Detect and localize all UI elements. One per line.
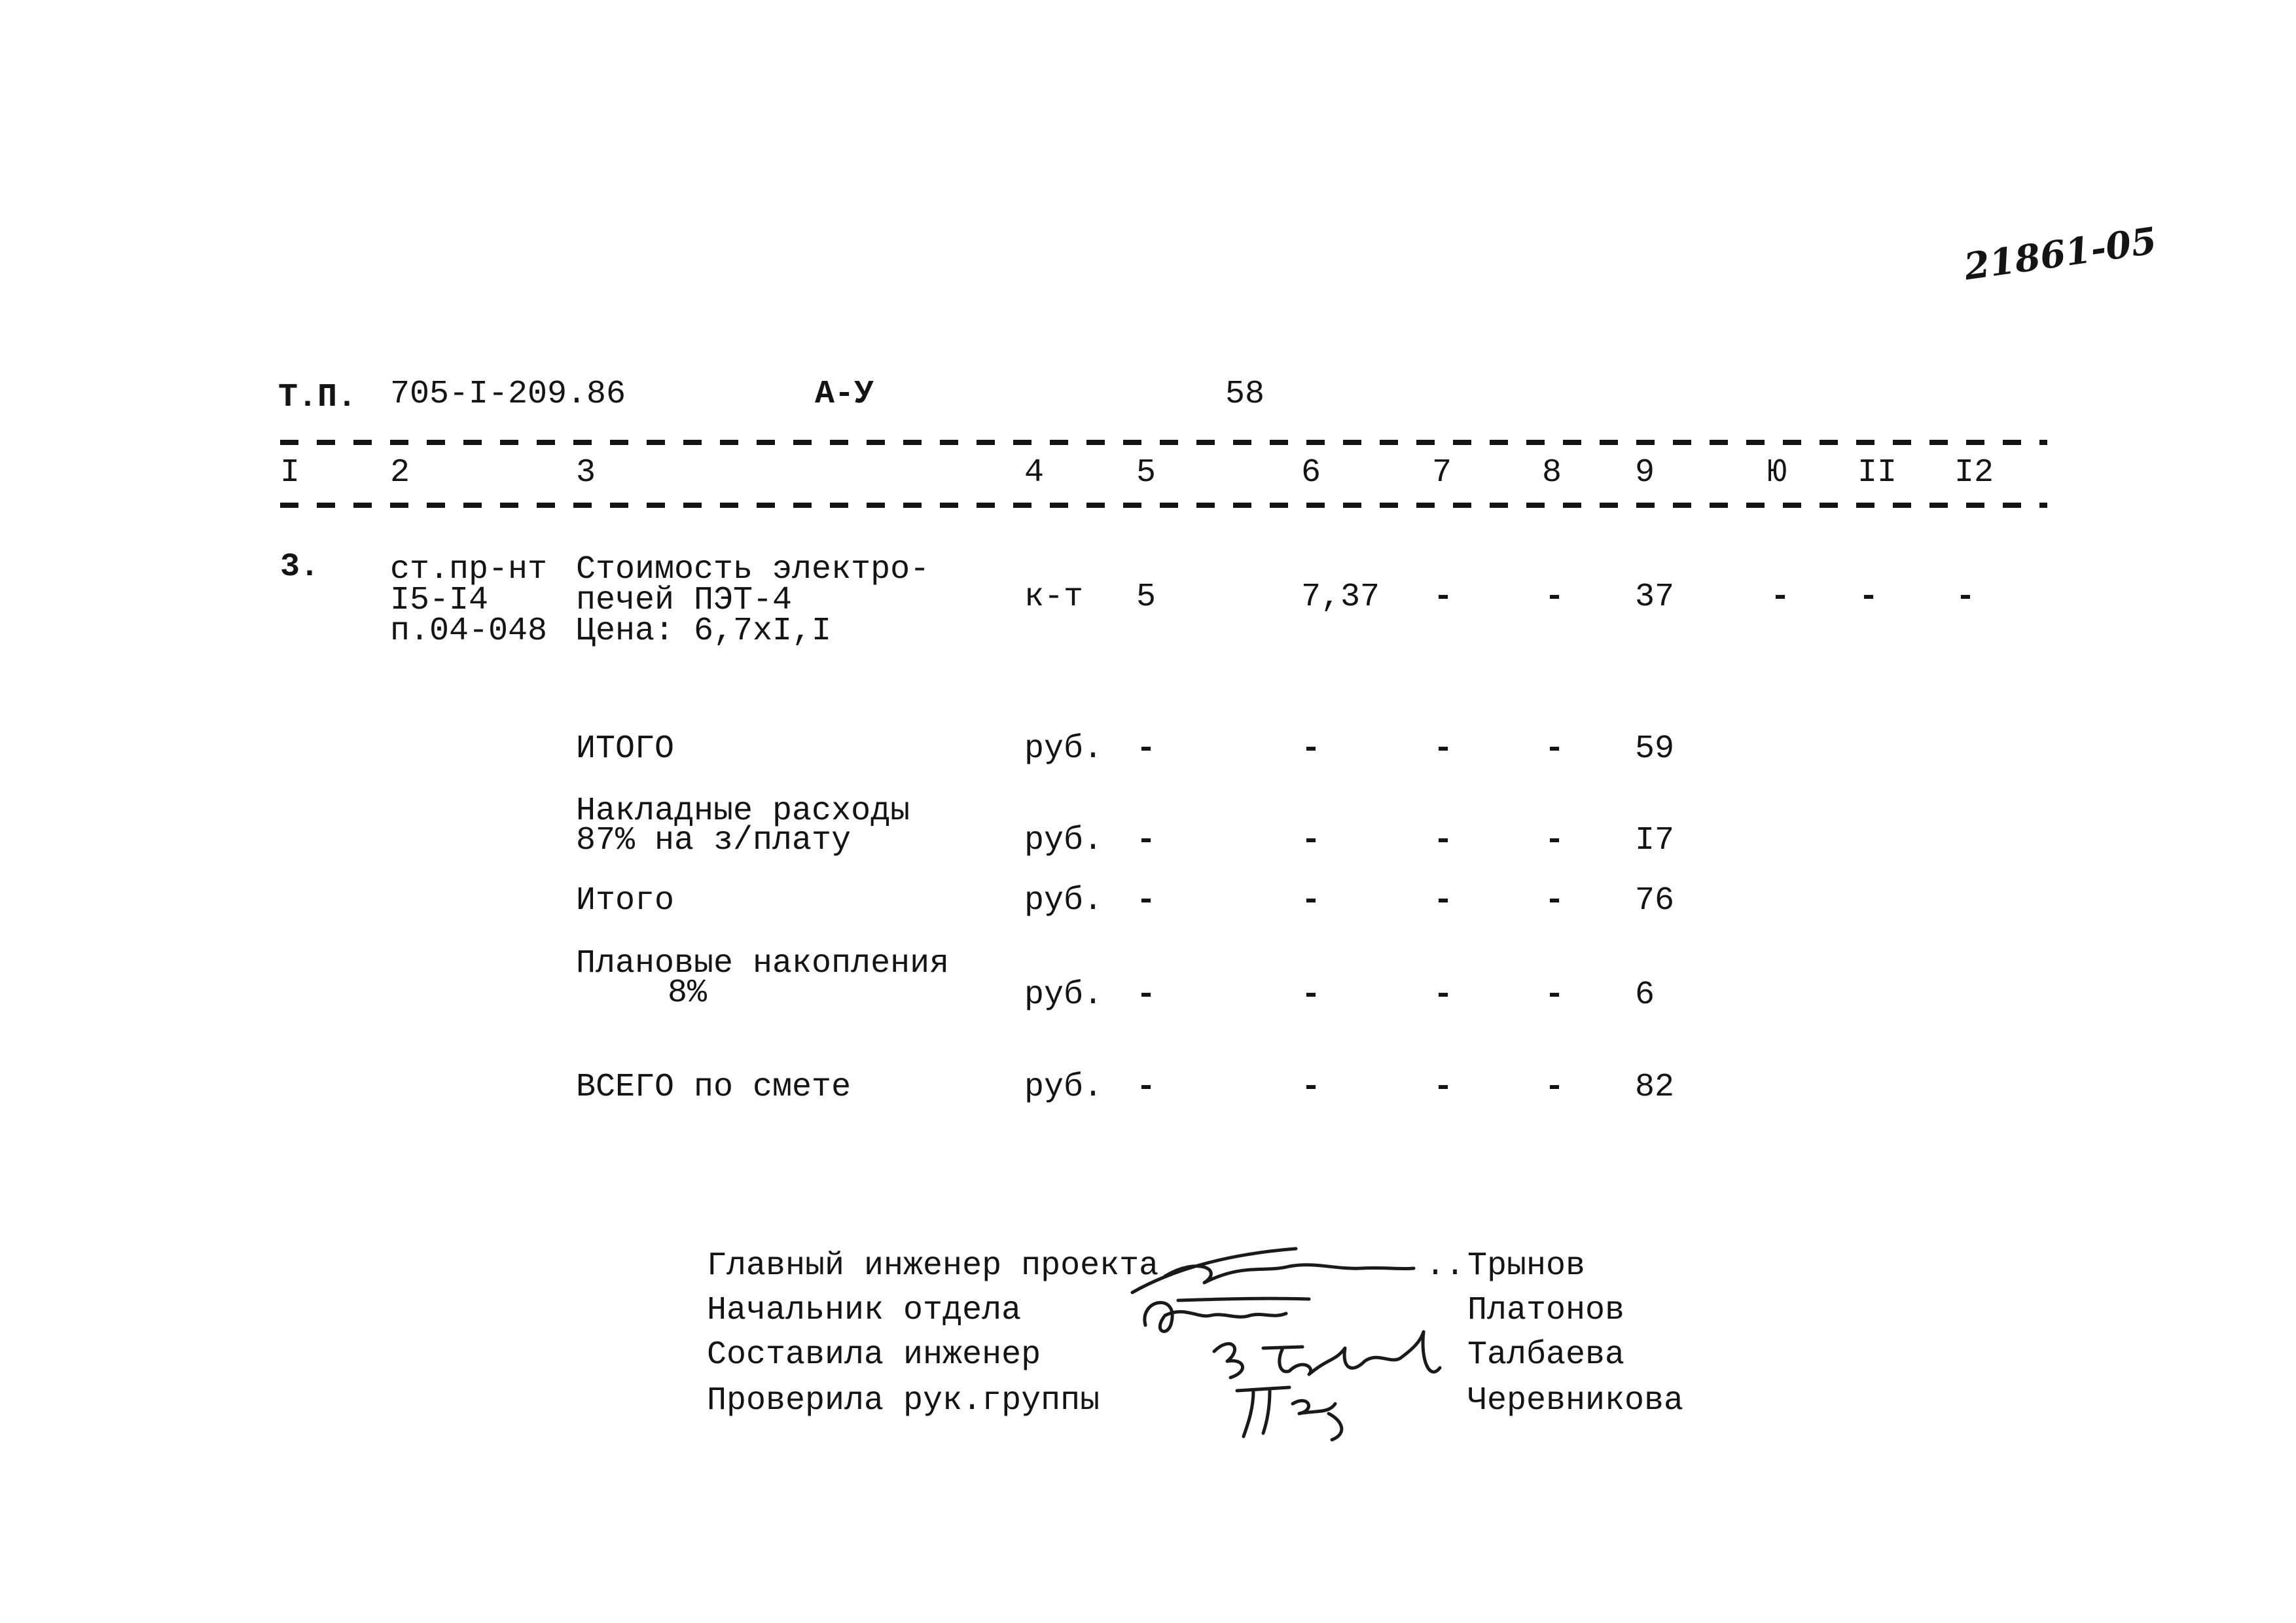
summary-col7: - [1433, 1069, 1454, 1106]
tp-label: Т.П. [278, 379, 357, 416]
summary-unit: руб. [1024, 976, 1103, 1014]
col-header-12: I2 [1954, 454, 1994, 491]
item-basis-line: п.04-048 [390, 613, 548, 650]
summary-col8: - [1545, 730, 1565, 768]
col-header-10: Ю [1767, 454, 1787, 491]
summary-label: Плановые накопления [576, 945, 950, 982]
summary-col5: - [1136, 1069, 1157, 1106]
summary-col5: - [1136, 976, 1157, 1014]
item-col8: - [1545, 579, 1565, 616]
signature-name: Трынов [1467, 1247, 1586, 1285]
summary-total: I7 [1635, 822, 1675, 859]
summary-col6: - [1301, 1069, 1321, 1106]
col-header-4: 4 [1024, 454, 1045, 491]
summary-col7: - [1433, 822, 1454, 859]
item-total: 37 [1635, 579, 1675, 616]
summary-col6: - [1301, 976, 1321, 1014]
page-number: 58 [1225, 376, 1265, 413]
item-name-line: печей ПЭТ-4 [576, 582, 793, 619]
summary-unit: руб. [1024, 822, 1103, 859]
item-number: 3. [280, 548, 320, 586]
item-unit: к-т [1024, 579, 1084, 616]
summary-col8: - [1545, 822, 1565, 859]
summary-col5: - [1136, 822, 1157, 859]
summary-col5: - [1136, 730, 1157, 768]
item-quantity: 5 [1136, 579, 1157, 616]
summary-total: 6 [1635, 976, 1655, 1014]
signature-role: Главный инженер проекта [707, 1247, 1159, 1285]
summary-label: 8% [668, 974, 708, 1012]
item-name-line: Цена: 6,7хI,I [576, 613, 832, 650]
item-unit-price: 7,37 [1301, 579, 1380, 616]
item-col10: - [1770, 579, 1791, 616]
col-header-7: 7 [1432, 454, 1452, 491]
col-header-9: 9 [1635, 454, 1655, 491]
signature-dots: .. [1426, 1247, 1465, 1285]
summary-col7: - [1433, 730, 1454, 768]
header-top-dash-line [280, 440, 2047, 445]
item-basis-line: I5-I4 [390, 582, 489, 619]
summary-label: ВСЕГО по смете [576, 1069, 852, 1106]
summary-col6: - [1301, 822, 1321, 859]
summary-col7: - [1433, 882, 1454, 919]
col-header-1: I [280, 454, 300, 491]
col-header-8: 8 [1542, 454, 1562, 491]
summary-label: Накладные расходы [576, 793, 910, 830]
summary-col5: - [1136, 882, 1157, 919]
col-header-2: 2 [390, 454, 410, 491]
summary-label: ИТОГО [576, 730, 675, 768]
item-col12: - [1956, 579, 1976, 616]
col-header-3: 3 [576, 454, 596, 491]
summary-total: 82 [1635, 1069, 1675, 1106]
signature-role: Проверила рук.группы [707, 1382, 1100, 1419]
project-number: 705-I-209.86 [390, 376, 626, 413]
summary-col6: - [1301, 882, 1321, 919]
summary-total: 76 [1635, 882, 1675, 919]
summary-unit: руб. [1024, 730, 1103, 768]
signature-role: Составила инженер [707, 1336, 1041, 1374]
header-bottom-dash-line [280, 503, 2047, 508]
item-basis-line: ст.пр-нт [390, 551, 548, 588]
summary-col8: - [1545, 1069, 1565, 1106]
col-header-5: 5 [1136, 454, 1157, 491]
col-header-6: 6 [1301, 454, 1321, 491]
summary-col8: - [1545, 882, 1565, 919]
summary-col6: - [1301, 730, 1321, 768]
col-header-11: II [1857, 454, 1897, 491]
signature-role: Начальник отдела [707, 1292, 1022, 1329]
corner-handwritten-mark: 21861-05 [1961, 219, 2160, 289]
summary-label: 87% на з/плату [576, 822, 852, 859]
summary-col8: - [1545, 976, 1565, 1014]
item-col11: - [1859, 579, 1879, 616]
summary-label: Итого [576, 882, 675, 919]
summary-col7: - [1433, 976, 1454, 1014]
signature-name: Талбаева [1467, 1336, 1625, 1374]
album-code: А-У [815, 376, 874, 413]
handwritten-signature-4 [1230, 1374, 1388, 1446]
summary-unit: руб. [1024, 882, 1103, 919]
summary-unit: руб. [1024, 1069, 1103, 1106]
item-col7: - [1433, 579, 1454, 616]
summary-total: 59 [1635, 730, 1675, 768]
signature-name: Платонов [1467, 1292, 1625, 1329]
signature-name: Черевникова [1467, 1382, 1684, 1419]
item-name-line: Стоимость электро- [576, 551, 930, 588]
